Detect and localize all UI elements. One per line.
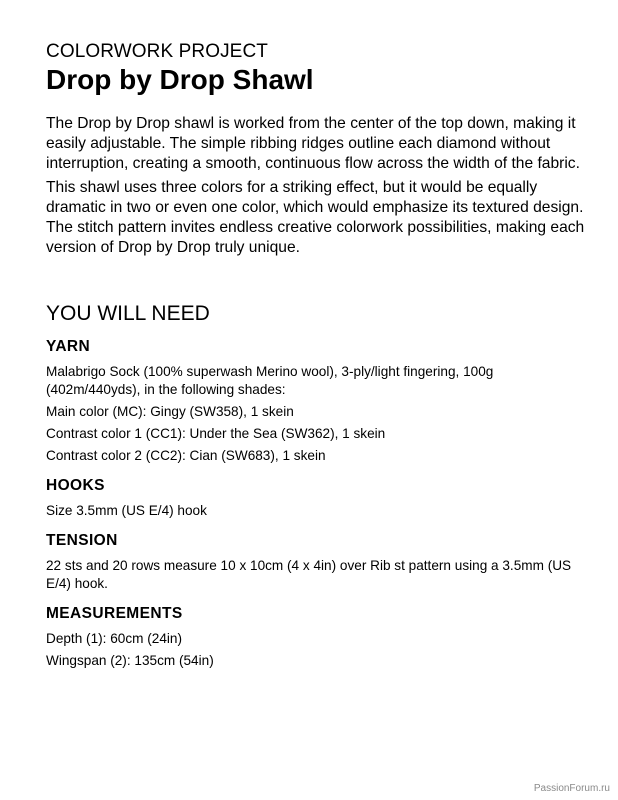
yarn-line: Malabrigo Sock (100% superwash Merino wool), 3-ply/light fingering, 100g (402m/440yds), in the following shades:	[46, 364, 494, 397]
project-category: COLORWORK PROJECT	[46, 41, 268, 62]
intro-paragraph: The Drop by Drop shawl is worked from the center of the top down, making it easily adjustable. The simple ribbing ridges outline each diamond without interruption, creating a smooth, continuous flow across the width of the fabric.	[46, 115, 580, 172]
measurement-line: Wingspan (2): 135cm (54in)	[46, 653, 214, 668]
measurement-line: Depth (1): 60cm (24in)	[46, 631, 182, 646]
intro-section	[46, 114, 591, 258]
measurements-heading: MEASUREMENTS	[46, 605, 183, 622]
watermark-text: PassionForum.ru	[533, 783, 610, 794]
tension-section	[46, 531, 591, 593]
intro-paragraph: This shawl uses three colors for a striking effect, but it would be equally dramatic in two or even one color, which would emphasize its textured design. The stitch pattern invites endless creative colorwork possibilities, making each version of Drop by Drop truly unique.	[46, 179, 585, 256]
hooks-heading: HOOKS	[46, 477, 105, 494]
yarn-section	[46, 337, 591, 465]
yarn-line: Main color (MC): Gingy (SW358), 1 skein	[46, 404, 294, 419]
hooks-line: Size 3.5mm (US E/4) hook	[46, 503, 207, 518]
tension-heading: TENSION	[46, 532, 118, 549]
document-page	[46, 40, 591, 674]
yarn-heading: YARN	[46, 338, 91, 355]
measurements-section	[46, 604, 591, 670]
hooks-section	[46, 476, 591, 520]
page-title: Drop by Drop Shawl	[46, 64, 314, 95]
tension-line: 22 sts and 20 rows measure 10 x 10cm (4 x 4in) over Rib st pattern using a 3.5mm (US E/4) hook.	[46, 558, 572, 591]
yarn-line: Contrast color 1 (CC1): Under the Sea (SW362), 1 skein	[46, 426, 386, 441]
yarn-line: Contrast color 2 (CC2): Cian (SW683), 1 skein	[46, 448, 326, 463]
you-will-need-heading: YOU WILL NEED	[46, 302, 210, 325]
